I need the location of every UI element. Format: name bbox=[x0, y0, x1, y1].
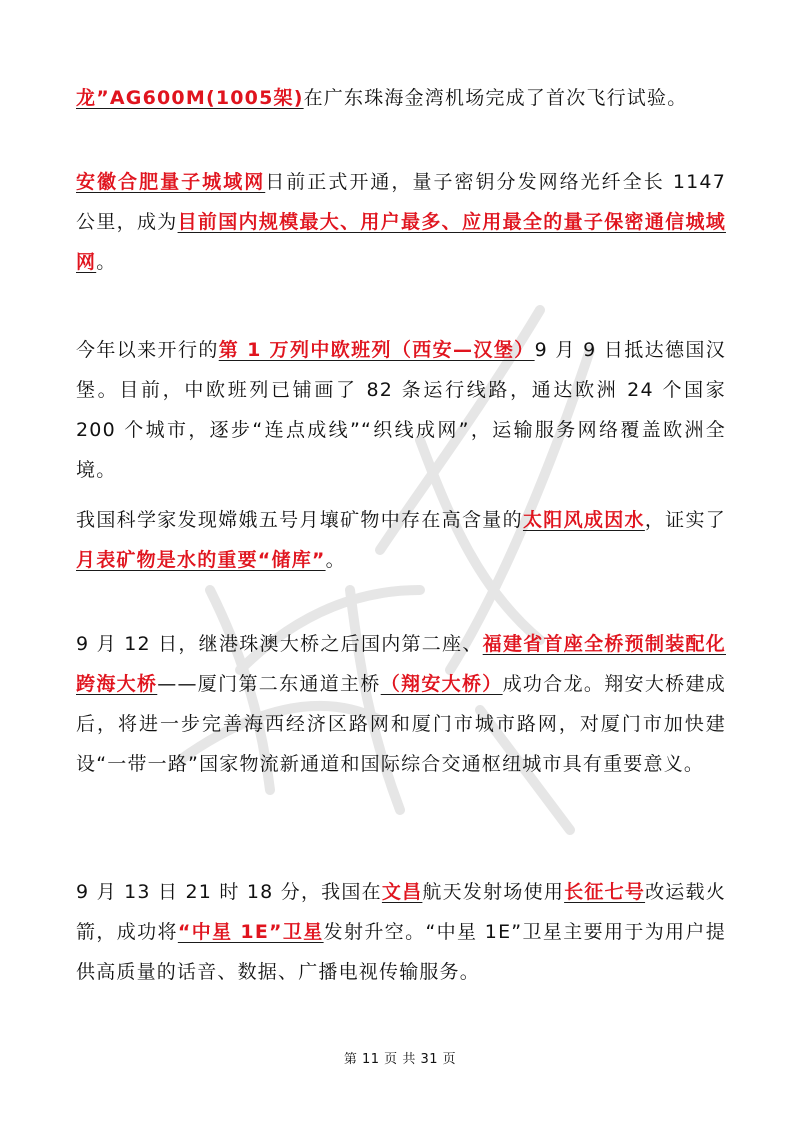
paragraph-text: 我国科学家发现嫦娥五号月壤矿物中存在高含量的 bbox=[76, 509, 523, 531]
highlight-zhongxing-1e: “中星 1E”卫星 bbox=[177, 921, 324, 943]
paragraph-ag600m bbox=[76, 78, 726, 118]
paragraph-china-europe-train bbox=[76, 330, 726, 490]
highlight-ag600m: 龙”AG600M(1005架) bbox=[76, 87, 304, 109]
highlight-10000th-train: 第 1 万列中欧班列（西安—汉堡） bbox=[218, 339, 535, 361]
paragraph-text: 9 月 13 日 21 时 18 分，我国在 bbox=[76, 881, 382, 903]
paragraph-text: ——厦门第二东通道主桥 bbox=[157, 673, 381, 695]
paragraph-text: 。 bbox=[96, 251, 117, 273]
paragraph-text: 改运载火箭，成功将 bbox=[76, 881, 726, 943]
paragraph-text: 9 月 12 日，继港珠澳大桥之后国内第二座、 bbox=[76, 633, 483, 655]
paragraph-text: 。 bbox=[325, 549, 346, 571]
paragraph-text: 航天发射场使用 bbox=[422, 881, 565, 903]
paragraph-zhongxing-launch bbox=[76, 872, 726, 992]
paragraph-text: 今年以来开行的 bbox=[76, 339, 219, 361]
highlight-long-march-7: 长征七号 bbox=[564, 881, 646, 903]
paragraph-text: 发射升空。“中星 1E”卫星主要用于为用户提供高质量的话音、数据、广播电视传输服务。 bbox=[76, 921, 726, 983]
paragraph-text: ，证实了 bbox=[644, 509, 727, 531]
highlight-solar-wind-water: 太阳风成因水 bbox=[522, 509, 645, 531]
paragraph-text: 日前正式开通，量子密钥分发网络光纤全长 1147 公里，成为 bbox=[76, 171, 726, 233]
paragraph-quantum-network bbox=[76, 162, 726, 282]
paragraph-text: 在广东珠海金湾机场完成了首次飞行试验。 bbox=[303, 87, 688, 109]
highlight-hefei-quantum: 安徽合肥量子城域网 bbox=[76, 171, 266, 193]
paragraph-lunar-water bbox=[76, 500, 726, 580]
highlight-water-reservoir: 月表矿物是水的重要“储库” bbox=[76, 549, 326, 571]
page-footer: 第 11 页 共 31 页 bbox=[343, 1052, 457, 1067]
paragraph-xiangan-bridge bbox=[76, 624, 726, 784]
highlight-wenchang: 文昌 bbox=[381, 881, 423, 903]
paragraph-text: 9 月 9 日抵达德国汉堡。目前，中欧班列已铺画了 82 条运行线路，通达欧洲 24 个国家 200 个城市，逐步“连点成线”“织线成网”，运输服务网络覆盖欧洲全境。 bbox=[76, 339, 727, 481]
highlight-fujian-bridge: 福建省首座全桥预制装配化跨海大桥 bbox=[76, 633, 726, 695]
highlight-largest-quantum-network: 目前国内规模最大、用户最多、应用最全的量子保密通信城域网 bbox=[76, 211, 726, 273]
paragraph-text: 成功合龙。翔安大桥建成后，将进一步完善海西经济区路网和厦门市城市路网，对厦门市加快建设“一带一路”国家物流新通道和国际综合交通枢纽城市具有重要意义。 bbox=[76, 673, 727, 775]
highlight-xiangan-bridge: （翔安大桥） bbox=[380, 673, 503, 695]
